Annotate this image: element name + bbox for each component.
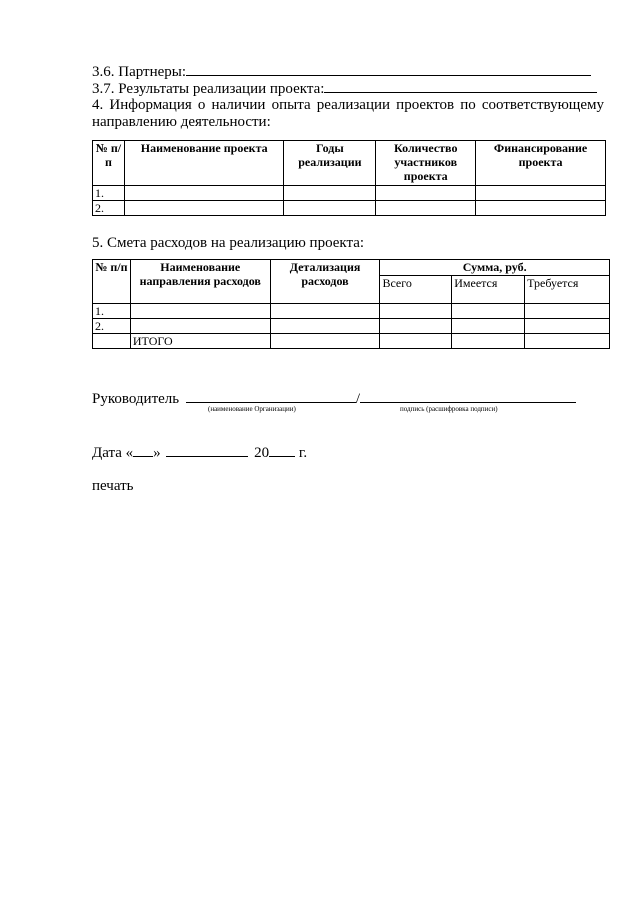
row-number: 2. [93, 201, 125, 216]
date-line [92, 443, 307, 462]
organization-name-field[interactable] [186, 389, 356, 403]
table-cell[interactable] [284, 186, 376, 201]
table-cell[interactable] [130, 304, 270, 319]
row-number: 1. [93, 304, 131, 319]
table-row [93, 186, 606, 201]
signature-field[interactable] [360, 389, 576, 403]
budget-table [92, 259, 610, 349]
table-cell[interactable] [380, 319, 452, 334]
experience-heading: 4. Информация о наличии опыта реализации проектов по соответствующему направлению деятельности: [92, 97, 604, 130]
row-number: 2. [93, 319, 131, 334]
table-row [93, 201, 606, 216]
date-suffix: г. [298, 445, 308, 461]
date-year-field[interactable] [269, 443, 295, 457]
table-row [93, 319, 610, 334]
date-day-field[interactable] [133, 443, 153, 457]
table-row [93, 304, 610, 319]
total-row [93, 334, 610, 349]
results-label: 3.7. Результаты реализации проекта: [92, 81, 325, 97]
table-cell[interactable] [525, 334, 610, 349]
results-field[interactable] [324, 79, 597, 93]
col-years-header: Годы реализации [284, 141, 376, 186]
date-month-field[interactable] [166, 443, 248, 457]
table-cell[interactable] [452, 304, 525, 319]
date-year-prefix: 20 [254, 445, 270, 461]
col-expense-direction-header: Наименование направления расходов [130, 260, 270, 304]
table-header-row [93, 260, 610, 276]
table-cell[interactable] [525, 319, 610, 334]
table-cell[interactable] [124, 186, 284, 201]
signature-caption: подпись (расшифровка подписи) [400, 405, 498, 413]
partners-label: 3.6. Партнеры: [92, 64, 187, 80]
table-cell [93, 334, 131, 349]
table-cell[interactable] [525, 304, 610, 319]
head-label: Руководитель [92, 391, 180, 407]
table-cell[interactable] [130, 319, 270, 334]
col-participants-header: Количество участников проекта [376, 141, 476, 186]
table-cell[interactable] [452, 334, 525, 349]
col-number-header: № п/п [93, 260, 131, 304]
col-financing-header: Финансирование проекта [476, 141, 606, 186]
organization-caption: (наименование Организации) [208, 405, 296, 413]
seal-label: печать [92, 478, 134, 494]
budget-heading: 5. Смета расходов на реализацию проекта: [92, 235, 365, 251]
signature-separator: / [355, 391, 361, 407]
col-required-header: Требуется [525, 276, 610, 304]
signature-line [92, 389, 576, 408]
table-cell[interactable] [476, 186, 606, 201]
partners-field[interactable] [186, 62, 591, 76]
table-cell[interactable] [270, 304, 380, 319]
col-expense-detail-header: Детализация расходов [270, 260, 380, 304]
table-cell[interactable] [376, 201, 476, 216]
table-cell[interactable] [380, 334, 452, 349]
results-line [92, 79, 597, 98]
table-cell[interactable] [452, 319, 525, 334]
col-sum-header: Сумма, руб. [380, 260, 610, 276]
col-project-name-header: Наименование проекта [124, 141, 284, 186]
table-cell[interactable] [376, 186, 476, 201]
table-cell[interactable] [270, 334, 380, 349]
table-cell[interactable] [124, 201, 284, 216]
col-total-header: Всего [380, 276, 452, 304]
col-number-header: № п/п [93, 141, 125, 186]
date-quote-close: » [153, 445, 161, 461]
table-cell[interactable] [270, 319, 380, 334]
total-label: ИТОГО [130, 334, 270, 349]
table-cell[interactable] [380, 304, 452, 319]
date-prefix: Дата « [92, 445, 134, 461]
table-header-row [93, 141, 606, 186]
table-cell[interactable] [476, 201, 606, 216]
col-available-header: Имеется [452, 276, 525, 304]
row-number: 1. [93, 186, 125, 201]
experience-table [92, 140, 606, 216]
table-cell[interactable] [284, 201, 376, 216]
